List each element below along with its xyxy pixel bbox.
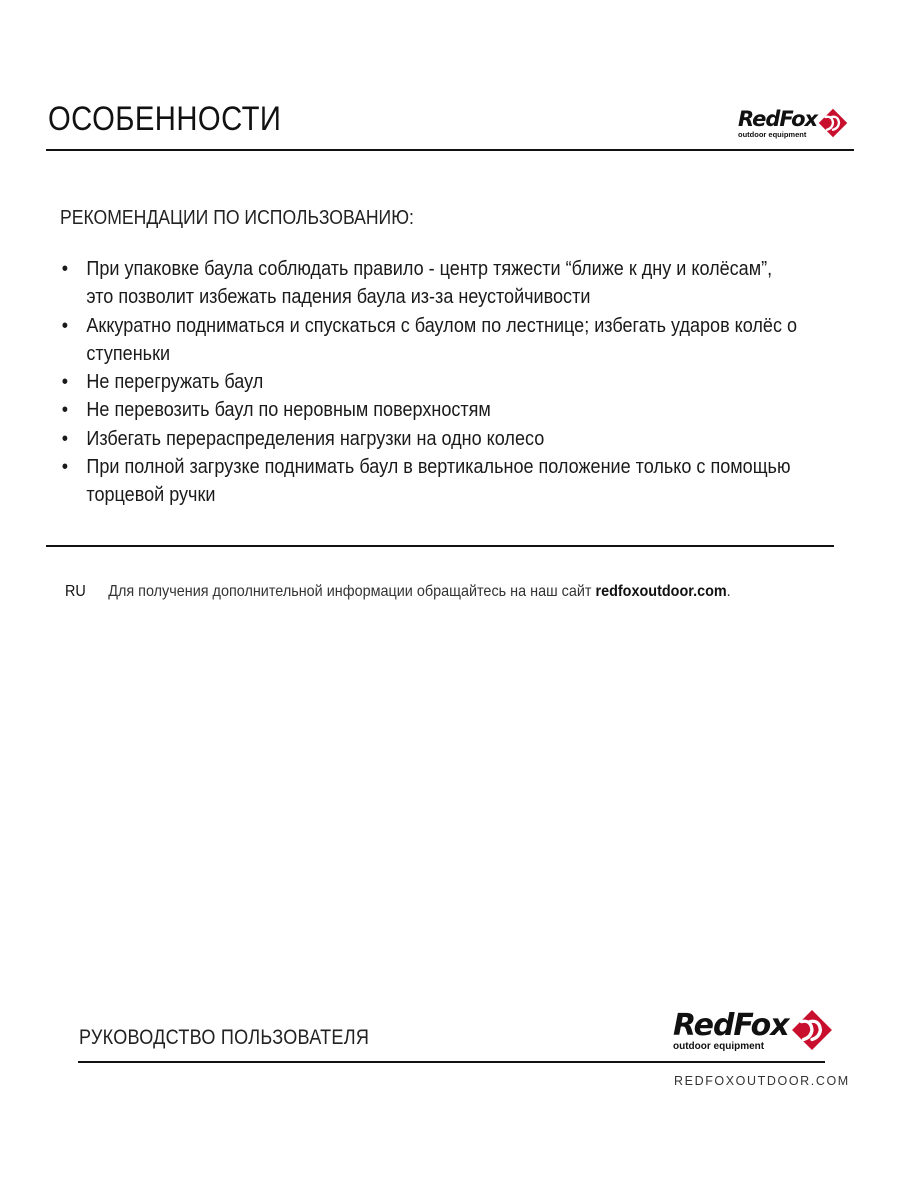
list-item <box>60 255 834 312</box>
list-item-line: торцевой ручки <box>86 483 216 507</box>
footer-url[interactable]: REDFOXOUTDOOR.COM <box>674 1074 850 1088</box>
info-end: . <box>726 583 731 600</box>
info-line <box>65 583 731 601</box>
bullet-icon: • <box>61 398 69 422</box>
list-item-line: Избегать перераспределения нагрузки на одно колесо <box>86 426 545 450</box>
recommendations-list <box>60 255 834 510</box>
footer-logo <box>673 1008 833 1052</box>
bullet-icon: • <box>61 370 69 394</box>
list-item <box>60 425 834 453</box>
list-item-line: Аккуратно подниматься и спускаться с баулом по лестнице; избегать ударов колёс о <box>86 313 798 337</box>
header-logo-tagline: outdoor equipment <box>738 130 807 139</box>
list-item-line: При полной загрузке поднимать баул в вертикальное положение только с помощью <box>86 455 791 479</box>
bullet-icon: • <box>61 313 69 337</box>
list-item-line: При упаковке баула соблюдать правило - центр тяжести “ближе к дну и колёсам”, <box>86 257 773 280</box>
footer-logo-tagline: outdoor equipment <box>673 1041 765 1052</box>
list-item-line: это позволит избежать падения баула из-за неустойчивости <box>86 285 591 309</box>
list-item <box>60 396 834 424</box>
list-item-line: Не перегружать баул <box>86 370 264 394</box>
list-item <box>60 368 834 396</box>
website-link[interactable]: redfoxoutdoor.com <box>595 583 727 600</box>
list-item-line: Не перевозить баул по неровным поверхностям <box>86 398 491 422</box>
content-divider <box>46 545 834 547</box>
footer-title: РУКОВОДСТВО ПОЛЬЗОВАТЕЛЯ <box>79 1026 370 1049</box>
info-text: Для получения дополнительной информации обращайтесь на наш сайт <box>108 583 596 600</box>
recommendations-heading: РЕКОМЕНДАЦИИ ПО ИСПОЛЬЗОВАНИЮ: <box>60 207 414 229</box>
header-logo <box>738 109 848 139</box>
list-item <box>60 453 834 510</box>
list-item <box>60 312 834 369</box>
footer-divider <box>78 1061 825 1063</box>
bullet-icon: • <box>61 426 69 450</box>
language-code: RU <box>65 583 86 600</box>
list-item-line: ступеньки <box>86 341 171 365</box>
fox-emblem-icon <box>818 108 848 138</box>
header-divider <box>46 149 854 151</box>
page-title: ОСОБЕННОСТИ <box>48 100 282 138</box>
footer-logo-wordmark: RedFox <box>673 1008 789 1043</box>
header-logo-wordmark: RedFox <box>738 107 818 131</box>
bullet-icon: • <box>61 455 69 479</box>
fox-emblem-icon <box>791 1009 833 1051</box>
bullet-icon: • <box>61 257 69 280</box>
